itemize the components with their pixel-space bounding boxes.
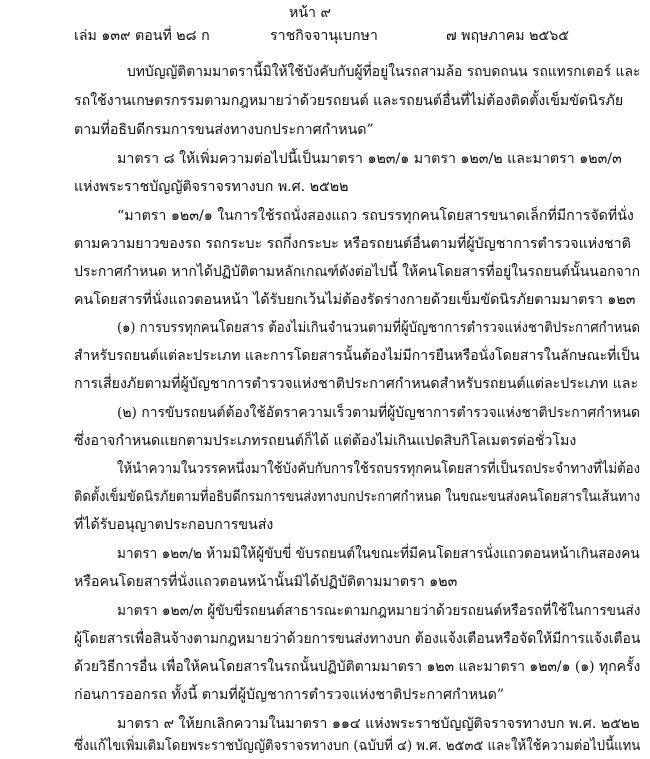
publication-name: ราชกิจจานุเบกษา [270,28,378,44]
body-line-21: ผู้โดยสารเพื่อสินจ้างตามกฎหมายว่าด้วยการขนส่งทางบก ต้องแจ้งเตือนหรือจัดให้มีการแจ้งเตือน [74,631,641,647]
body-line-1: บทบัญญัติตามมาตรานี้มิให้ใช้บังคับกับผู้ที่อยู่ในรถสามล้อ รถบดถนน รถแทรกเตอร์ และ [127,64,641,80]
body-line-19: หรือคนโดยสารที่นั่งแถวตอนหน้านั้นมิได้ปฏิบัติตามมาตรา ๑๒๓ [74,574,458,590]
body-line-4: มาตรา ๘ ให้เพิ่มความต่อไปนี้เป็นมาตรา ๑๒๓/๑ มาตรา ๑๒๓/๒ และมาตรา ๑๒๓/๓ [117,151,622,167]
page-number: หน้า ๙ [289,5,331,21]
body-line-9: คนโดยสารที่นั่งแถวตอนหน้า ได้รับยกเว้นไม่ต้องรัดร่างกายด้วยเข็มขัดนิรภัยตามมาตรา ๑๒๓ [74,292,636,308]
body-line-12: การเสี่ยงภัยตามที่ผู้บัญชาการตำรวจแห่งชาติประกาศกำหนดสำหรับรถยนต์แต่ละประเภท และ [74,376,639,392]
body-line-13: (๒) การขับรถยนต์ต้องใช้อัตราความเร็วตามที่ผู้บัญชาการตำรวจแห่งชาติประกาศกำหนด [117,405,640,421]
body-line-15: ให้นำความในวรรคหนึ่งมาใช้บังคับกับการใช้รถบรรทุกคนโดยสารที่เป็นรถประจำทางที่ไม่ต้อง [117,461,641,477]
body-line-25: ซึ่งแก้ไขเพิ่มเติมโดยพระราชบัญญัติจราจรทางบก (ฉบับที่ ๔) พ.ศ. ๒๕๓๕ และให้ใช้ความต่อไปนี้แทน [74,738,641,754]
body-line-24: มาตรา ๙ ให้ยกเลิกความในมาตรา ๑๑๔ แห่งพระราชบัญญัติจราจรทางบก พ.ศ. ๒๕๒๒ [117,716,640,732]
body-line-8: ประกาศกำหนด หากได้ปฏิบัติตามหลักเกณฑ์ดังต่อไปนี้ ให้คนโดยสารที่อยู่ในรถยนต์นั้นนอกจาก [74,264,641,280]
body-line-17: ที่ได้รับอนุญาตประกอบการขนส่ง [74,517,274,533]
body-line-16: ติดตั้งเข็มขัดนิรภัยตามที่อธิบดีกรมการขนส่งทางบกประกาศกำหนด ในขณะขนส่งคนโดยสารในเส้นทาง [74,489,641,505]
volume-issue: เล่ม ๑๓๙ ตอนที่ ๒๘ ก [74,28,210,44]
body-line-18: มาตรา ๑๒๓/๒ ห้ามมิให้ผู้ขับขี่ ขับรถยนต์ในขณะที่มีคนโดยสารนั่งแถวตอนหน้าเกินสองคน [117,546,640,562]
body-line-5: แห่งพระราชบัญญัติจราจรทางบก พ.ศ. ๒๕๒๒ [74,179,349,195]
body-line-20: มาตรา ๑๒๓/๓ ผู้ขับขี่รถยนต์สาธารณะตามกฎหมายว่าด้วยรถยนต์หรือรถที่ใช้ในการขนส่ง [117,603,641,619]
body-line-2: รถใช้งานเกษตรกรรมตามกฎหมายว่าด้วยรถยนต์ และรถยนต์อื่นที่ไม่ต้องติดตั้งเข็มขัดนิรภัย [74,93,624,109]
publication-date: ๗ พฤษภาคม ๒๕๖๕ [446,28,569,44]
body-line-7: ตามความยาวของรถ รถกระบะ รถกึ่งกระบะ หรือรถยนต์อื่นตามที่ผู้บัญชาการตำรวจแห่งชาติ [74,236,631,252]
body-line-10: (๑) การบรรทุกคนโดยสาร ต้องไม่เกินจำนวนตามที่ผู้บัญชาการตำรวจแห่งชาติประกาศกำหนด [117,320,640,336]
body-line-6: “มาตรา ๑๒๓/๑ ในการใช้รถนั่งสองแถว รถบรรทุกคนโดยสารขนาดเล็กที่มีการจัดที่นั่ง [117,208,634,224]
body-line-3: ตามที่อธิบดีกรมการขนส่งทางบกประกาศกำหนด” [74,122,374,138]
body-line-14: ซึ่งอาจกำหนดแยกตามประเภทรถยนต์ก็ได้ แต่ต้องไม่เกินแปดสิบกิโลเมตรต่อชั่วโมง [74,433,577,449]
body-line-11: สำหรับรถยนต์แต่ละประเภท และการโดยสารนั้นต้องไม่มีการยืนหรือนั่งโดยสารในลักษณะที่เป็น [74,348,640,364]
body-line-23: ก่อนการออกรถ ทั้งนี้ ตามที่ผู้บัญชาการตำรวจแห่งชาติประกาศกำหนด” [74,687,505,703]
body-line-22: ด้วยวิธีการอื่น เพื่อให้คนโดยสารในรถนั้นปฏิบัติตามมาตรา ๑๒๓ และมาตรา ๑๒๓/๑ (๑) ทุกครั้ง [74,659,641,675]
